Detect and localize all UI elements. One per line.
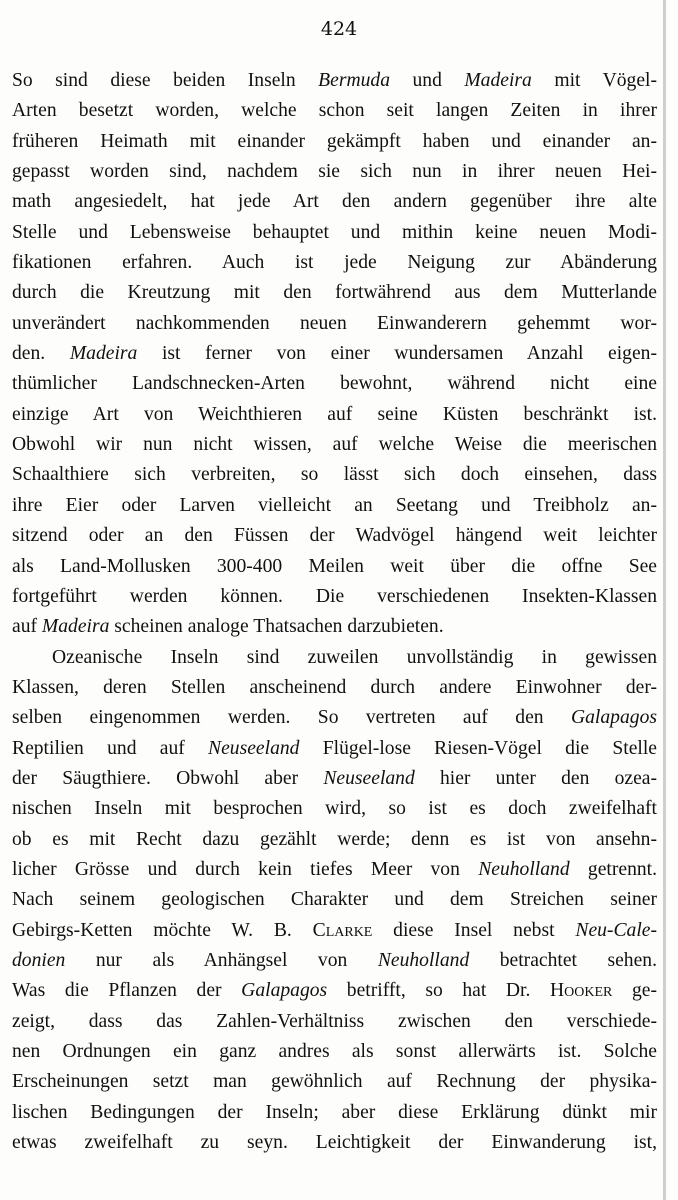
text-span: ist ferner von einer wundersamen Anzahl eigen- (137, 343, 657, 365)
text-line (12, 1067, 657, 1097)
text-line (12, 643, 657, 673)
italic-term: Neuholland (377, 949, 470, 971)
italic-term: Madeira (464, 70, 532, 91)
text-line (12, 855, 657, 885)
text-span: der Säugthiere. Obwohl aber (12, 767, 324, 789)
text-line (12, 1098, 657, 1128)
italic-term: Neuseeland (323, 767, 415, 789)
text-line (12, 460, 657, 490)
text-line (12, 218, 657, 248)
text-line (12, 157, 657, 187)
text-span: scheinen analoge Thatsachen darzubieten. (109, 616, 444, 638)
text-line (12, 430, 657, 460)
text-line (12, 885, 657, 915)
italic-term: Madeira (69, 343, 138, 365)
text-span: Ozeanische Inseln sind zuweilen unvollständig in gewissen (52, 646, 657, 668)
text-span: math angesiedelt, hat jede Art den andern gegenüber ihre alte (12, 191, 657, 213)
text-span: getrennt. (569, 858, 657, 880)
text-span: und (390, 70, 465, 91)
text-span: Schaalthiere sich verbreiten, so lässt sich doch einsehen, dass (12, 464, 657, 486)
text-span: zeigt, dass das Zahlen-Verhältniss zwischen den verschiede- (12, 1010, 657, 1032)
text-span: nischen Inseln mit besprochen wird, so ist es doch zweifelhaft (12, 798, 657, 820)
italic-term: Neuholland (478, 858, 570, 880)
text-span: Flügel-lose Riesen-Vögel die Stelle (299, 737, 657, 759)
text-line (12, 764, 657, 794)
text-line (12, 946, 657, 976)
text-span: sitzend oder an den Füssen der Wadvögel hängend weit leichter (12, 525, 657, 547)
binding-edge-shadow (663, 0, 666, 1200)
body-text (12, 66, 657, 1158)
text-line (12, 187, 657, 217)
text-line (12, 825, 657, 855)
text-span: hier unter den ozea- (414, 767, 657, 789)
text-span: gepasst worden sind, nachdem sie sich nun in ihrer neuen Hei- (12, 161, 657, 183)
text-line (12, 248, 657, 278)
text-span: nen Ordnungen ein ganz andres als sonst allerwärts ist. Solche (12, 1041, 657, 1062)
text-span: thümlicher Landschnecken-Arten bewohnt, während nicht eine (12, 373, 657, 395)
text-span: Klassen, deren Stellen anscheinend durch andere Einwohner der- (12, 676, 657, 698)
text-span: früheren Heimath mit einander gekämpft haben und einander an- (12, 130, 657, 152)
text-span: Was die Pflanzen der (12, 980, 242, 1002)
text-span: etwas zweifelhaft zu seyn. Leichtigkeit der Einwanderung ist, (12, 1132, 657, 1154)
text-span: diese Insel nebst (372, 919, 576, 941)
text-span: ob es mit Recht dazu gezählt werde; denn es ist von ansehn- (12, 828, 657, 850)
text-span: Arten besetzt worden, welche schon seit langen Zeiten in ihrer (12, 100, 657, 122)
text-span: mit Vögel- (531, 70, 657, 91)
italic-term: Madeira (41, 616, 110, 638)
text-line (12, 1037, 657, 1067)
text-span: einzige Art von Weichthieren auf seine Küsten beschränkt ist. (12, 403, 657, 425)
italic-term: Neuseeland (208, 737, 300, 759)
text-span: fikationen erfahren. Auch ist jede Neigung zur Abänderung (12, 252, 657, 274)
page-number: 424 (320, 18, 358, 40)
text-span: den. (12, 343, 70, 365)
text-span: ihre Eier oder Larven vielleicht an Seetang und Treibholz an- (12, 494, 657, 516)
text-line (12, 794, 657, 824)
italic-term: Neu-Cale- (575, 919, 657, 941)
text-span: Reptilien und auf (12, 737, 209, 759)
italic-term: donien (12, 949, 66, 971)
text-span: licher Grösse und durch kein tiefes Meer von (12, 858, 479, 880)
text-span: unverändert nachkommenden neuen Einwanderern gehemmt wor- (12, 312, 657, 334)
text-line (12, 612, 657, 642)
text-line (12, 1128, 657, 1158)
text-line (12, 916, 657, 946)
text-span: lischen Bedingungen der Inseln; aber diese Erklärung dünkt mir (12, 1101, 657, 1123)
text-span: betrifft, so hat Dr. (327, 980, 550, 1002)
text-span: nur als Anhängsel von (65, 949, 378, 971)
text-span: Stelle und Lebensweise behauptet und mithin keine neuen Modi- (12, 221, 657, 243)
text-span: betrachtet sehen. (469, 949, 657, 971)
text-span: So sind diese beiden Inseln (12, 70, 319, 91)
text-span: auf (12, 616, 42, 638)
text-line (12, 521, 657, 551)
italic-term: Bermuda (318, 70, 390, 91)
text-line (12, 369, 657, 399)
text-span: ge- (612, 980, 657, 1002)
text-span: durch die Kreutzung mit den fortwährend aus dem Mutterlande (12, 282, 657, 304)
text-span: fortgeführt werden können. Die verschiedenen Insekten-Klassen (12, 585, 657, 607)
italic-term: Galapagos (241, 980, 328, 1002)
text-line (12, 339, 657, 369)
text-line (12, 734, 657, 764)
text-line (12, 278, 657, 308)
text-span: Gebirgs-Ketten möchte W. B. (12, 919, 313, 941)
text-span: Nach seinem geologischen Charakter und dem Streichen seiner (12, 889, 657, 911)
text-line (12, 552, 657, 582)
text-span: selben eingenommen werden. So vertreten auf den (12, 707, 571, 729)
text-line (12, 309, 657, 339)
text-line (12, 96, 657, 126)
small-caps-name: Hooker (550, 980, 613, 1002)
text-span: als Land-Mollusken 300-400 Meilen weit über die offne See (12, 555, 657, 577)
small-caps-name: Clarke (312, 919, 373, 941)
text-line (12, 582, 657, 612)
text-line (12, 976, 657, 1006)
text-line (12, 127, 657, 157)
italic-term: Galapagos (570, 707, 657, 729)
text-span: Erscheinungen setzt man gewöhnlich auf Rechnung der physika- (12, 1071, 657, 1093)
text-line (12, 491, 657, 521)
text-span: Obwohl wir nun nicht wissen, auf welche Weise die meerischen (12, 434, 657, 456)
text-line (12, 66, 657, 96)
text-line (12, 673, 657, 703)
text-line (12, 703, 657, 733)
text-line (12, 1007, 657, 1037)
text-line (12, 400, 657, 430)
